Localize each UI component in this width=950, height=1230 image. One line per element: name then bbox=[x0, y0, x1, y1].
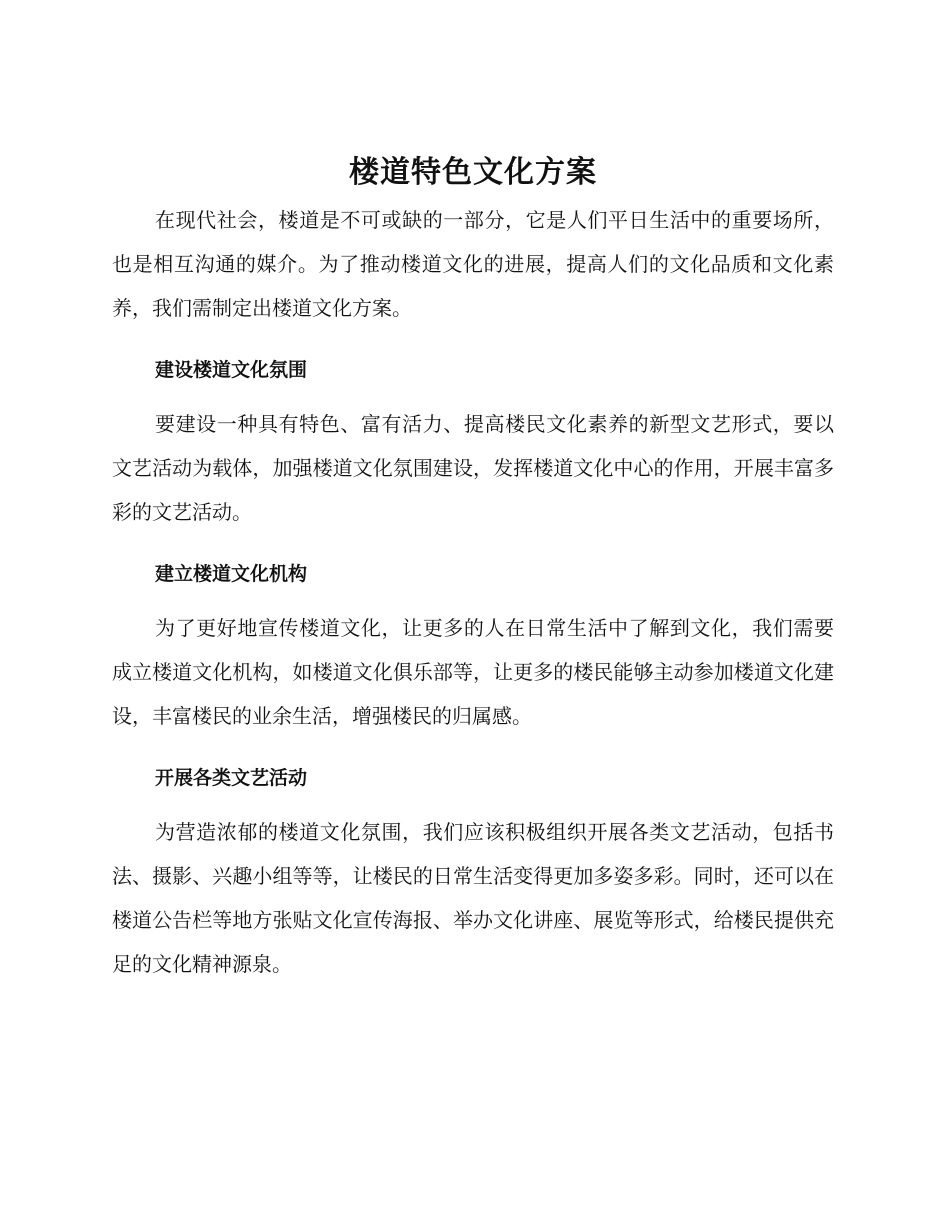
intro-paragraph: 在现代社会，楼道是不可或缺的一部分，它是人们平日生活中的重要场所，也是相互沟通的媒介。为了推动楼道文化的进展，提高人们的文化品质和文化素养，我们需制定出楼道文化方案。 bbox=[112, 208, 834, 320]
document-title: 楼道特色文化方案 bbox=[349, 155, 597, 190]
spacer bbox=[112, 800, 834, 810]
spacer bbox=[112, 534, 834, 552]
spacer bbox=[112, 330, 834, 348]
document-page bbox=[112, 152, 834, 986]
section-body-organization: 为了更好地宣传楼道文化，让更多的人在日常生活中了解到文化，我们需要成立楼道文化机构，如楼道文化俱乐部等，让更多的楼民能够主动参加楼道文化建设，丰富楼民的业余生活，增强楼民的归属感。 bbox=[112, 616, 834, 728]
spacer bbox=[112, 596, 834, 606]
spacer bbox=[112, 738, 834, 756]
section-heading-organization: 建立楼道文化机构 bbox=[155, 563, 308, 585]
section-heading-activities: 开展各类文艺活动 bbox=[155, 767, 308, 789]
section-body-activities: 为营造浓郁的楼道文化氛围，我们应该积极组织开展各类文艺活动，包括书法、摄影、兴趣小组等等，让楼民的日常生活变得更加多姿多彩。同时，还可以在楼道公告栏等地方张贴文化宣传海报、举办文化讲座、展览等形式，给楼民提供充足的文化精神源泉。 bbox=[112, 820, 834, 976]
spacer bbox=[112, 392, 834, 402]
section-body-atmosphere: 要建设一种具有特色、富有活力、提高楼民文化素养的新型文艺形式，要以文艺活动为载体，加强楼道文化氛围建设，发挥楼道文化中心的作用，开展丰富多彩的文艺活动。 bbox=[112, 412, 834, 524]
section-heading-atmosphere: 建设楼道文化氛围 bbox=[155, 359, 308, 381]
